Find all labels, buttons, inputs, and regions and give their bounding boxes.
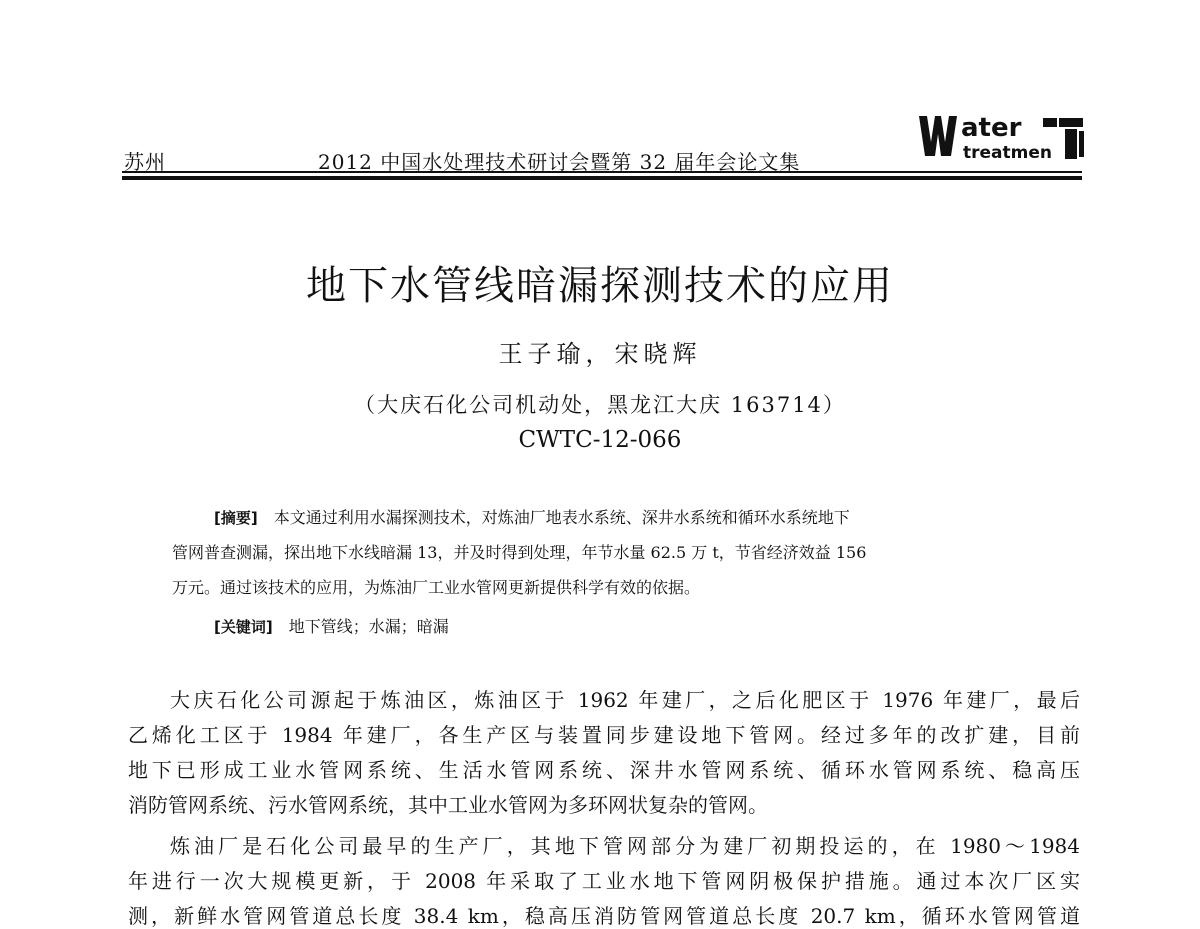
header-rule-thin <box>122 171 1082 173</box>
body-line: 消防管网系统、污水管网系统，其中工业水管网为多环网状复杂的管网。 <box>128 793 768 817</box>
running-header-proceedings: 2012 中国水处理技术研讨会暨第 32 届年会论文集 <box>318 150 801 174</box>
keywords-label: [关键词] <box>214 618 273 636</box>
abstract-line: 管网普查测漏，探出地下水线暗漏 13，并及时得到处理，年节水量 62.5 万 t，节省经济效益 156 <box>172 543 867 562</box>
body-line: 炼油厂是石化公司最早的生产厂，其地下管网部分为建厂初期投运的，在 1980～1984 <box>170 834 1080 858</box>
running-header-place: 苏州 <box>124 150 166 174</box>
paper-code: CWTC-12-066 <box>518 427 682 453</box>
paper-authors: 王子瑜，宋晓辉 <box>498 340 702 368</box>
abstract-text: 本文通过利用水漏探测技术，对炼油厂地表水系统、深井水系统和循环水系统地下 <box>273 508 850 527</box>
paper-title: 地下水管线暗漏探测技术的应用 <box>306 263 894 309</box>
keywords-line <box>214 614 449 637</box>
svg-text:ater: ater <box>961 113 1022 143</box>
body-line: 大庆石化公司源起于炼油区，炼油区于 1962 年建厂，之后化肥区于 1976 年建厂，最后 <box>170 688 1080 712</box>
body-line: 地下已形成工业水管网系统、生活水管网系统、深井水管网系统、循环水管网系统、稳高压 <box>128 758 1080 782</box>
water-treatment-logo <box>917 110 1085 162</box>
header-rule-thick <box>122 176 1082 180</box>
paper-affiliation: （大庆石化公司机动处，黑龙江大庆 163714） <box>354 393 846 417</box>
keywords-text: 地下管线；水漏；暗漏 <box>288 617 449 636</box>
abstract-line <box>214 505 850 528</box>
body-line: 乙烯化工区于 1984 年建厂，各生产区与装置同步建设地下管网。经过多年的改扩建，目前 <box>128 723 1080 747</box>
abstract-label: [摘要] <box>214 509 258 527</box>
body-line: 年进行一次大规模更新，于 2008 年采取了工业水地下管网阴极保护措施。通过本次厂区实 <box>128 869 1080 893</box>
svg-text:treatmen: treatmen <box>963 143 1052 162</box>
body-line: 测，新鲜水管网管道总长度 38.4 km，稳高压消防管网管道总长度 20.7 km，循环水管网管道 <box>128 904 1080 928</box>
abstract-line: 万元。通过该技术的应用，为炼油厂工业水管网更新提供科学有效的依据。 <box>172 578 701 597</box>
